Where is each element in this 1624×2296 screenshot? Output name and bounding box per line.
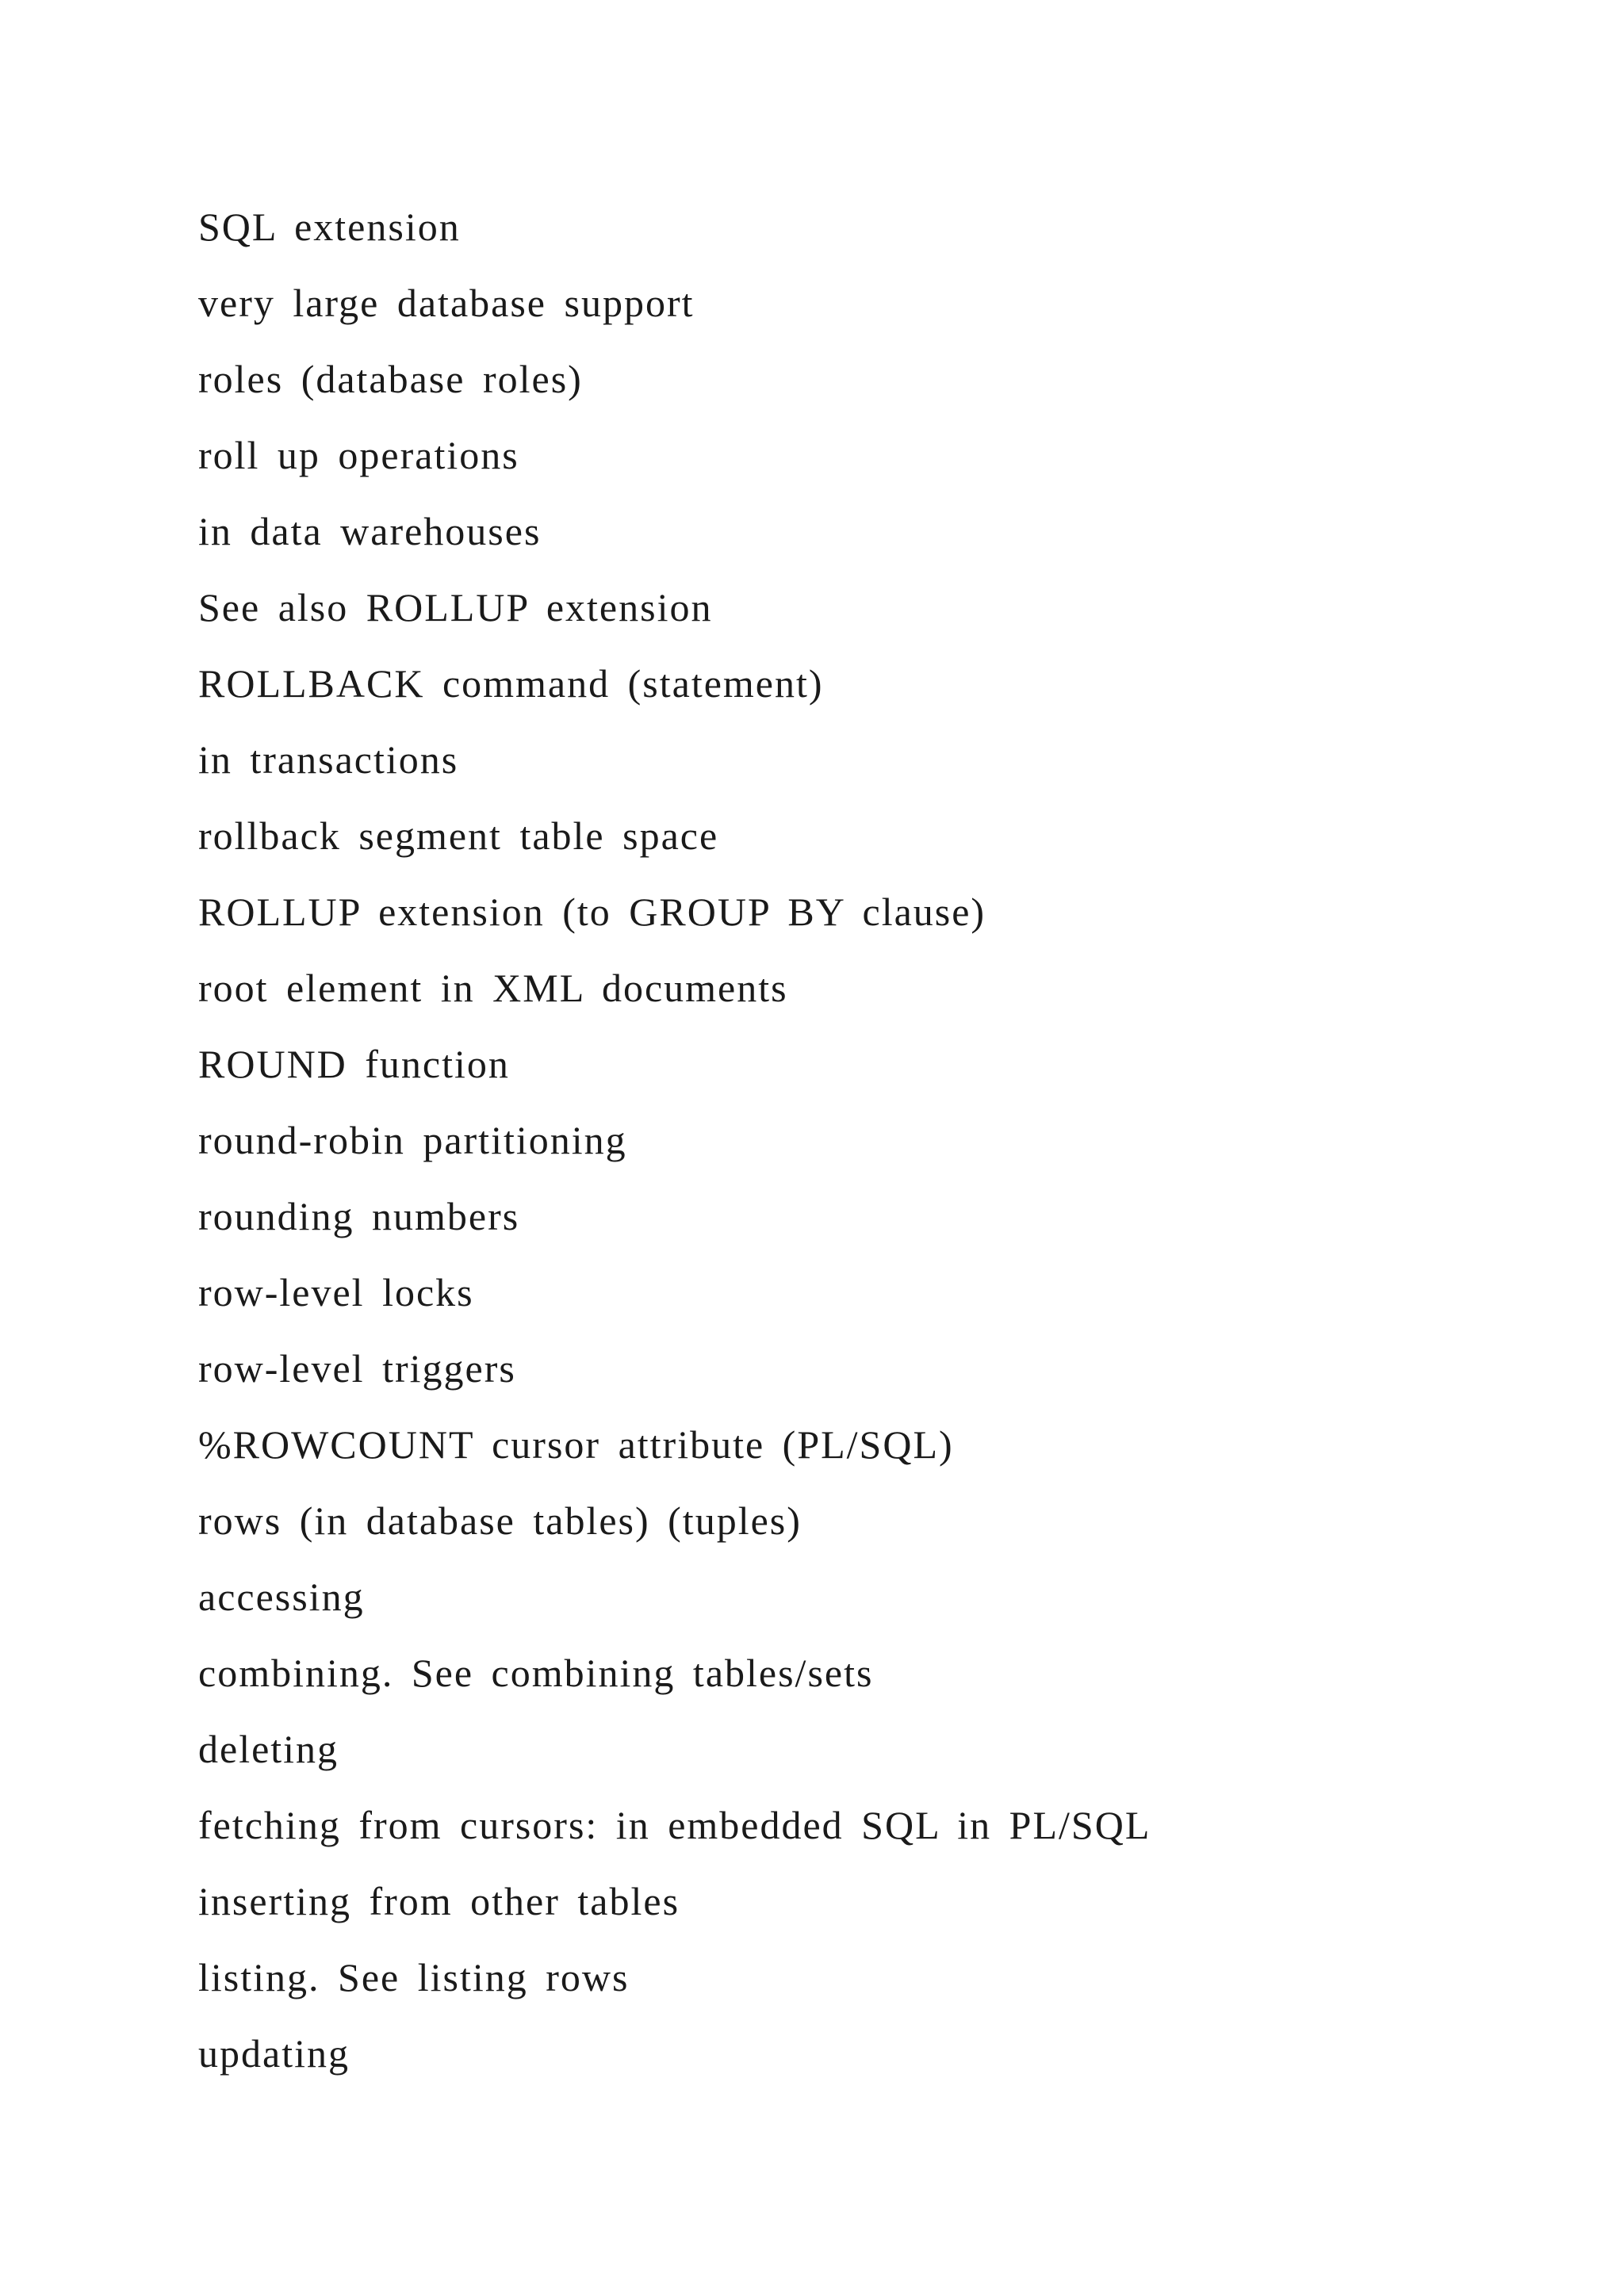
index-entry: See also ROLLUP extension: [198, 585, 713, 629]
index-entry: roles (database roles): [198, 357, 583, 401]
index-entry: ROLLUP extension (to GROUP BY clause): [198, 890, 986, 934]
index-entry: root element in XML documents: [198, 966, 788, 1010]
index-entry: rollback segment table space: [198, 813, 719, 858]
index-entry: inserting from other tables: [198, 1879, 680, 1923]
index-entry: ROUND function: [198, 1042, 510, 1086]
index-entry: listing. See listing rows: [198, 1955, 630, 1999]
index-entry: %ROWCOUNT cursor attribute (PL/SQL): [198, 1422, 954, 1467]
index-entry: in data warehouses: [198, 509, 542, 553]
index-entry: combining. See combining tables/sets: [198, 1651, 874, 1695]
index-list: [198, 189, 1151, 2091]
index-entry: row-level triggers: [198, 1346, 516, 1391]
index-entry: very large database support: [198, 281, 695, 325]
index-entry: rounding numbers: [198, 1194, 520, 1238]
index-entry: ROLLBACK command (statement): [198, 661, 824, 706]
index-entry: updating: [198, 2031, 350, 2076]
index-entry: accessing: [198, 1575, 365, 1619]
index-entry: rows (in database tables) (tuples): [198, 1498, 802, 1543]
index-entry: deleting: [198, 1727, 339, 1771]
index-entry: in transactions: [198, 737, 459, 782]
index-entry: row-level locks: [198, 1270, 474, 1314]
index-entry: round-robin partitioning: [198, 1118, 627, 1162]
index-entry: fetching from cursors: in embedded SQL in PL/SQL: [198, 1803, 1151, 1847]
index-entry: SQL extension: [198, 205, 461, 249]
index-entry: roll up operations: [198, 433, 519, 477]
